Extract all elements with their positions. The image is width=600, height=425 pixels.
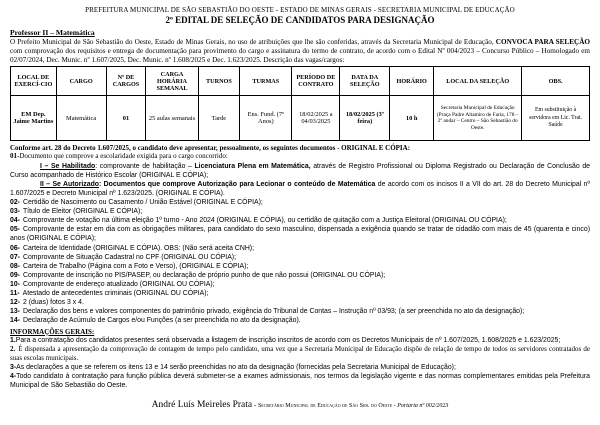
doc-item-04-text: Comprovante de votação na última eleição 1º turno - Ano 2024 (ORIGINAL E CÓPIA), ou certidão de quitação com a Justiça Eleitoral (ORIGINAL OU CÓPIA);	[22, 217, 507, 225]
doc-item-05-text: Comprovante de estar em dia com as obrigações militares, para candidato do sexo masculino, dispensada a exigência quando se tratar de cidadão com mais de 45 (quarenta e cinco) anos (ORIGINAL E CÓPIA);	[10, 226, 590, 243]
table-header-row	[11, 67, 590, 96]
info-item-4-num: 4-	[10, 373, 17, 381]
doc-item-04-num: 04-	[10, 217, 20, 225]
intro-paragraph	[10, 38, 590, 64]
info-item-2	[10, 345, 590, 363]
column-header-turnos: TURNOS	[198, 67, 240, 96]
doc-item-02-num: 02-	[10, 199, 20, 207]
doc-item-01-num: 01-	[10, 152, 20, 161]
info-item-4-text: Todo candidato à contratação para função pública deverá submeter-se a exames admissionais, nos termos da legislação vigente e das normas complementares emitidas pela Prefeitura Municipal de São Sebastião do Oeste.	[10, 373, 590, 390]
doc-item-09-num: 09-	[10, 271, 20, 279]
habilitado-rest: através de Registro Profissional ou Diploma Registrado ou Declaração de Conclusão de Curso acompanhado de Histórico Escolar (ORIGINAL E CÓPIA);	[10, 162, 590, 179]
signatory-role: Secretário Municipal de Educação de São Seb. do Oeste -	[257, 403, 398, 410]
conforme-line: Conforme art. 28 do Decreto 1.607/2025, o candidato deve apresentar, pessoalmente, os seguintes documentos - ORIGINAL E CÓPIA:	[10, 144, 411, 153]
doc-item-07-text: Comprovante de Situação Cadastral no CPF (ORIGINAL OU CÓPIA);	[22, 253, 237, 261]
intro-text-1: O Prefeito Municipal de São Sebastião do Oeste, Estado de Minas Gerais, no uso de atribuições que lhe são conferidas, através da Secretaria Municipal de Educação,	[10, 38, 496, 46]
column-header-local-exercicio: LOCAL DE EXERCÍ-CIO	[11, 67, 57, 96]
doc-item-10-num: 10-	[10, 281, 20, 288]
signatory-name: André Luís Meireles Prata	[151, 400, 253, 411]
column-header-carga-horaria: CARGA HORÁRIA SEMANAL	[146, 67, 198, 96]
column-header-local-selecao: LOCAL DA SELEÇÃO	[434, 67, 522, 96]
column-header-data-selecao: DATA DA SELEÇÃO	[340, 67, 390, 96]
info-item-4	[10, 372, 590, 390]
doc-item-08-num: 08-	[10, 262, 20, 270]
intro-text-2: com comprovação dos requisitos e entrega de documentação para provimento do cargo e assinatura do termo de contrato, de acordo com o Edital Nº 004/2023 – Concurso Público – Homologado em 02/07/2024, Dec. Munic. nº 1.607/2025, Dec. Munic. nº 1.608/2025 e Dec. 1.623/2025. Descrição das vagas/cargos:	[10, 46, 590, 64]
cell-carga-horaria: 25 aulas semanais	[146, 96, 198, 141]
cell-turnos: Tarde	[198, 96, 240, 141]
doc-subitem-autorizado	[10, 180, 590, 198]
doc-item-01	[10, 152, 590, 161]
column-header-cargo: CARGO	[56, 67, 106, 96]
column-header-periodo-contrato: PERÍODO DE CONTRATO	[292, 67, 340, 96]
doc-item-14-num: 14-	[10, 317, 20, 325]
doc-item-10	[10, 280, 590, 289]
doc-item-10-text: Comprovante de endereço atualizado (ORIGINAL OU CÓPIA);	[22, 281, 215, 288]
doc-item-05-num: 05-	[10, 226, 20, 234]
intro-convoca-bold: CONVOCA PARA SELEÇÃO	[495, 38, 590, 46]
doc-item-04	[10, 216, 590, 225]
doc-item-11	[10, 289, 590, 298]
doc-item-06-text: Carteira de Identidade (ORIGINAL E CÓPIA). OBS: (Não será aceita CNH);	[22, 244, 255, 252]
doc-item-06-num: 06-	[10, 244, 20, 252]
doc-item-01-text: Documento que comprove a escolaridade exigida para o cargo concorrido:	[19, 152, 228, 161]
vacancies-table	[10, 66, 590, 141]
doc-subitem-habilitado	[10, 162, 590, 180]
doc-item-13-text: Declaração dos bens e valores componentes do patrimônio privado, exigência do Tribunal de Contas – Instrução nº 03/93; (a ser preenchida no ato da designação);	[22, 308, 525, 316]
cell-turmas: Ens. Fund. (7º Anos)	[240, 96, 292, 141]
cell-obs: Em substituição à servidora em Lic. Trat. Saúde	[522, 96, 590, 141]
habilitado-bold: Licenciatura Plena em Matemática,	[194, 162, 311, 170]
cell-num-cargos: 01	[106, 96, 146, 141]
cell-horario: 10 h	[390, 96, 434, 141]
doc-item-07-num: 07-	[10, 253, 20, 261]
doc-item-13-num: 13-	[10, 308, 20, 316]
info-item-1-num: 1.	[10, 336, 16, 344]
info-item-3-text: As declarações a que se referem os itens 13 e 14 serão preenchidas no ato da designação (fornecidas pela Secretaria Municipal de Educação);	[16, 364, 456, 372]
doc-item-05	[10, 225, 590, 243]
info-item-1	[10, 336, 590, 345]
doc-item-09	[10, 271, 590, 280]
doc-item-09-text: Comprovante de inscrição no PIS/PASEP, ou declaração de próprio punho de que não possui (ORIGINAL OU CÓPIA);	[22, 271, 386, 279]
habilitado-label: I – Se Habilitado	[40, 162, 96, 170]
doc-item-07	[10, 253, 590, 262]
doc-item-12	[10, 298, 590, 307]
doc-item-02	[10, 198, 590, 207]
signature-line	[10, 394, 590, 412]
cell-local-selecao: Secretaria Municipal de Educação (Praça Padre Altamiro de Faria, 178 – 2º andar – Centro – São Sebastião do Oeste.	[434, 96, 522, 141]
cell-local-exercicio: EM Dep. Jaime Martins	[11, 96, 57, 141]
autorizado-label: II – Se Autorizado	[40, 180, 99, 188]
doc-item-14-text: Declaração de Acúmulo de Cargos e/ou Funções (a ser preenchida no ato da designação).	[22, 317, 301, 325]
doc-item-14	[10, 316, 590, 325]
cell-cargo: Matemática	[56, 96, 106, 141]
doc-item-12-text: 2 (duas) fotos 3 x 4.	[22, 299, 84, 307]
column-header-num-cargos: Nº DE CARGOS	[106, 67, 146, 96]
table-row	[11, 96, 590, 141]
doc-item-03-num: 03-	[10, 208, 20, 216]
column-header-horario: HORÁRIO	[390, 67, 434, 96]
general-info-heading: INFORMAÇÕES GERAIS:	[10, 327, 95, 336]
doc-item-03-text: Título de Eleitor (ORIGINAL E CÓPIA);	[22, 208, 143, 216]
cell-periodo-contrato: 18/02/2025 a 04/03/2025	[292, 96, 340, 141]
edital-title: 2º EDITAL DE SELEÇÃO DE CANDIDATOS PARA DESIGNAÇÃO	[165, 15, 435, 25]
municipality-header: PREFEITURA MUNICIPAL DE SÃO SEBASTIÃO DO OESTE - ESTADO DE MINAS GERAIS - SECRETARIA MUNICIPAL DE EDUCAÇÃO	[85, 6, 515, 14]
signatory-portaria: Portaria nº 002/2023	[397, 403, 449, 410]
doc-item-11-text: Atestado de antecedentes criminais (ORIGINAL OU CÓPIA);	[22, 290, 209, 298]
info-item-2-text: É dispensada a apresentação da comprovação de contagem de tempo pelo candidato, uma vez que a Secretaria Municipal de Educação dispõe de relação de tempo de todos os servidores contratados de suas escolas municipais.	[10, 344, 590, 362]
column-header-turmas: TURMAS	[240, 67, 292, 96]
autorizado-bold: : Documentos que comprove Autorização para Lecionar o conteúdo de Matemática	[99, 180, 376, 188]
column-header-obs: OBS.	[522, 67, 590, 96]
doc-item-12-num: 12-	[10, 299, 20, 307]
autorizado-rest: de acordo com os incisos II a VII do art. 28 do Decreto Municipal nº 1.607/2025 e Decreto Municipal nº 1.623/2025. (ORIGINAL E CÓPIA).	[10, 180, 590, 197]
doc-item-03	[10, 207, 590, 216]
doc-item-06	[10, 244, 590, 253]
cell-data-selecao: 18/02/2025 (3ª feira)	[340, 96, 390, 141]
doc-item-08-text: Carteira de Trabalho (Página com a Foto e Verso), (ORIGINAL E CÓPIA);	[22, 262, 249, 270]
doc-item-02-text: Certidão de Nascimento ou Casamento / União Estável (ORIGINAL E CÓPIA);	[22, 199, 263, 207]
signature-separator: -	[252, 401, 258, 410]
doc-item-13	[10, 307, 590, 316]
info-item-1-text: Para a contratação dos candidatos presentes será observada a listagem de inscrição inscritos de acordo com os Decretos Municipais de nº 1.607/2025, 1.608/2025 e 1.623/2025;	[15, 336, 561, 344]
position-heading: Professor II – Matemática	[10, 28, 95, 37]
info-item-2-num: 2.	[10, 344, 16, 353]
info-item-3-num: 3-	[10, 364, 17, 372]
info-item-3	[10, 363, 590, 372]
habilitado-mid: : comprovante de habilitação –	[95, 162, 195, 170]
doc-item-08	[10, 262, 590, 271]
doc-item-11-num: 11-	[10, 290, 20, 298]
